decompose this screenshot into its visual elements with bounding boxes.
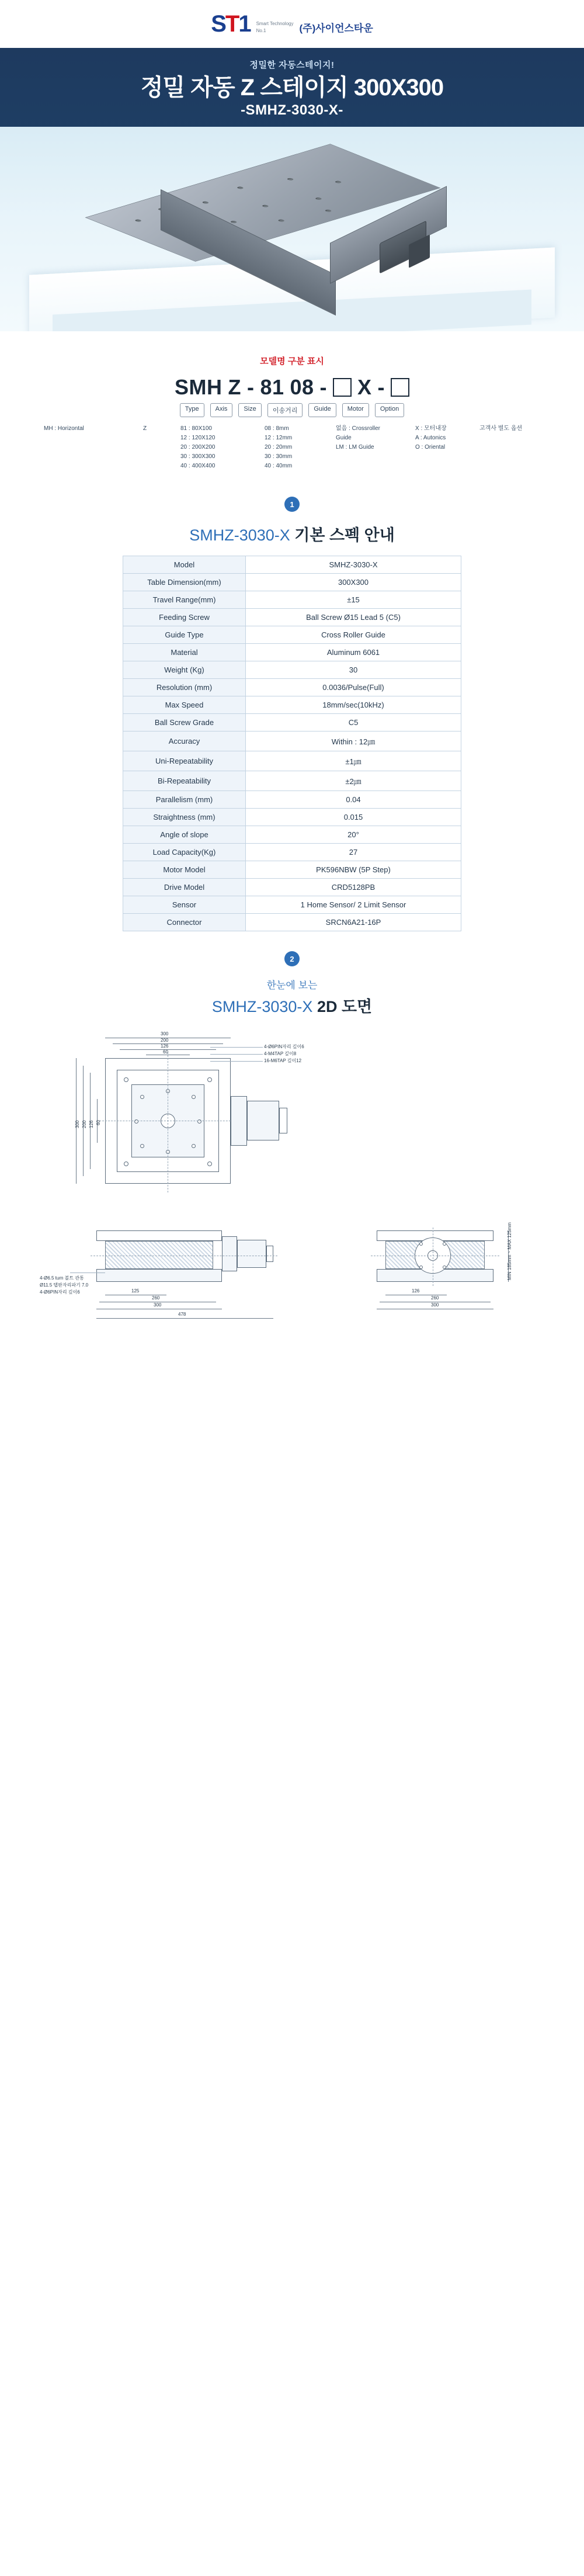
spec-key: Angle of slope xyxy=(123,826,246,844)
code-token-option-box xyxy=(391,378,409,397)
table-row xyxy=(123,879,461,896)
table-row xyxy=(123,751,461,771)
top-view-motor xyxy=(247,1101,279,1140)
logo-sub-line2: No.1 xyxy=(256,28,266,34)
spec-key: Drive Model xyxy=(123,879,246,896)
spec-value: 0.015 xyxy=(246,809,461,826)
top-view-hole xyxy=(207,1162,212,1166)
top-view-hole xyxy=(207,1077,212,1082)
desc-size-l1: 81 : 80X100 xyxy=(180,425,212,432)
spec-key: Bi-Repeatability xyxy=(123,771,246,791)
top-view-hole xyxy=(192,1095,196,1099)
leader-line-2 xyxy=(210,1054,263,1055)
dim-label-260: 260 xyxy=(152,1295,160,1301)
desc-guide xyxy=(336,424,400,471)
desc-axis-l1: Z xyxy=(142,425,147,432)
hero-eyebrow: 정밀한 자동스테이지! xyxy=(249,60,335,70)
spec-key: Guide Type xyxy=(123,626,246,644)
side-view-bolt xyxy=(443,1266,446,1269)
dim-label-height: MIN 185mm ~ MAX 125mm xyxy=(507,1222,512,1280)
table-row xyxy=(123,861,461,879)
desc-size xyxy=(180,424,249,471)
spec-key: Connector xyxy=(123,914,246,931)
desc-guide-l1: 없음 : Crossroller xyxy=(336,425,380,432)
spec-key: Table Dimension(mm) xyxy=(123,574,246,591)
spec-title-model: SMHZ-3030-X xyxy=(189,526,290,544)
dim-label-60-left: 60 xyxy=(96,1120,101,1125)
side-view-bolt xyxy=(419,1242,423,1246)
desc-motor-l1: X : 모터내장 xyxy=(415,425,447,432)
logo-bar xyxy=(0,0,584,48)
desc-travel-l2: 12 : 12mm xyxy=(265,435,293,441)
front-view-motor xyxy=(237,1240,266,1268)
side-view-bolt xyxy=(419,1266,423,1269)
hero-title: 정밀 자동 Z 스테이지 300X300 xyxy=(140,75,444,100)
desc-size-l3: 20 : 200X200 xyxy=(180,444,215,450)
logo-sub-block xyxy=(256,22,294,36)
bottom-note-3: 4-Ø6PIN자리 깊이6 xyxy=(40,1289,80,1295)
table-row xyxy=(123,809,461,826)
spec-value: 18mm/sec(10kHz) xyxy=(246,696,461,714)
spec-section-title xyxy=(0,522,584,545)
spec-title-suffix: 기본 스펙 안내 xyxy=(294,526,395,544)
dim-label-126-top: 126 xyxy=(161,1043,169,1049)
dim-label-300-left: 300 xyxy=(75,1120,80,1128)
desc-type-l1: MH : Horizontal xyxy=(44,425,84,432)
bottom-spacer xyxy=(35,1353,549,1388)
spec-key: Motor Model xyxy=(123,861,246,879)
spec-key: Resolution (mm) xyxy=(123,679,246,696)
code-token-size: 81 xyxy=(260,375,284,399)
dim-label-200-left: 200 xyxy=(82,1120,87,1128)
drawing-bottom-views xyxy=(35,1207,549,1353)
spec-value: 0.0036/Pulse(Full) xyxy=(246,679,461,696)
dim-label-478: 478 xyxy=(178,1312,186,1317)
top-view-hole xyxy=(124,1162,128,1166)
desc-motor xyxy=(415,424,464,471)
drawing-side-view xyxy=(321,1207,543,1353)
spec-value: ±15 xyxy=(246,591,461,609)
spec-value: Ball Screw Ø15 Lead 5 (C5) xyxy=(246,609,461,626)
spec-key: Parallelism (mm) xyxy=(123,791,246,809)
front-view-motor-cap xyxy=(266,1246,273,1262)
code-token-dash3: - xyxy=(377,375,385,399)
spec-key: Ball Screw Grade xyxy=(123,714,246,731)
dim-line-478 xyxy=(96,1318,273,1319)
logo-sub-line1: Smart Technology xyxy=(256,21,294,27)
dim-label-300-front: 300 xyxy=(154,1302,162,1308)
spec-key: Weight (Kg) xyxy=(123,661,246,679)
desc-type xyxy=(44,424,109,471)
leader-line-3 xyxy=(210,1061,263,1062)
desc-travel-l3: 20 : 20mm xyxy=(265,444,293,450)
desc-travel-l1: 08 : 8mm xyxy=(265,425,289,432)
legend-size: Size xyxy=(238,403,261,417)
desc-option xyxy=(479,424,540,471)
spec-key: Load Capacity(Kg) xyxy=(123,844,246,861)
dim-label-300-top: 300 xyxy=(161,1031,169,1036)
table-row xyxy=(123,574,461,591)
spec-value: Cross Roller Guide xyxy=(246,626,461,644)
code-token-motor: X xyxy=(357,375,372,399)
table-row xyxy=(123,914,461,931)
model-code-row xyxy=(0,375,584,400)
top-note-2: 4-M4TAP 깊이8 xyxy=(264,1051,297,1056)
table-row xyxy=(123,609,461,626)
dim-label-126-left: 126 xyxy=(89,1120,94,1128)
desc-axis xyxy=(124,424,165,471)
spec-key: Travel Range(mm) xyxy=(123,591,246,609)
hero-banner xyxy=(0,48,584,331)
spec-key: Material xyxy=(123,644,246,661)
hero-model: -SMHZ-3030-X- xyxy=(241,102,343,118)
spec-key: Accuracy xyxy=(123,731,246,751)
legend-option: Option xyxy=(375,403,404,417)
front-view-body xyxy=(105,1241,213,1269)
spec-value: Within : 12㎛ xyxy=(246,731,461,751)
spec-value: 1 Home Sensor/ 2 Limit Sensor xyxy=(246,896,461,914)
table-row xyxy=(123,844,461,861)
spec-value: 30 xyxy=(246,661,461,679)
table-row xyxy=(123,791,461,809)
spec-key: Straightness (mm) xyxy=(123,809,246,826)
code-token-travel: 08 xyxy=(290,375,314,399)
code-token-dash1: - xyxy=(246,375,255,399)
desc-guide-l2: Guide xyxy=(336,435,352,441)
desc-size-l5: 40 : 400X400 xyxy=(180,463,215,469)
legend-travel: 이송거리 xyxy=(267,403,303,417)
dim-label-300-side: 300 xyxy=(431,1302,439,1308)
code-token-type: SMH xyxy=(174,375,223,399)
side-view-bolt xyxy=(443,1242,446,1246)
legend-motor: Motor xyxy=(342,403,369,417)
spec-value: 20° xyxy=(246,826,461,844)
dim-label-125: 125 xyxy=(131,1288,140,1294)
top-note-3: 16-M6TAP 깊이12 xyxy=(264,1058,302,1063)
desc-motor-l2: A : Autonics xyxy=(415,435,446,441)
spec-value: ±2㎛ xyxy=(246,771,461,791)
desc-motor-l3: O : Oriental xyxy=(415,444,446,450)
step-badge-1: 1 xyxy=(284,497,300,512)
table-row xyxy=(123,591,461,609)
step-badge-2: 2 xyxy=(284,951,300,966)
desc-guide-l3: LM : LM Guide xyxy=(336,444,374,450)
top-view-hole xyxy=(124,1077,128,1082)
spec-key: Model xyxy=(123,556,246,574)
spec-key: Feeding Screw xyxy=(123,609,246,626)
dim-label-260-side: 260 xyxy=(431,1295,439,1301)
model-code-title: 모델명 구분 표시 xyxy=(260,356,324,366)
table-row xyxy=(123,696,461,714)
drawing-top-view xyxy=(35,1026,549,1201)
table-row xyxy=(123,731,461,751)
stage-illustration xyxy=(105,144,485,308)
drawing-subtitle: 한눈에 보는 xyxy=(266,980,318,991)
desc-travel-l4: 30 : 30mm xyxy=(265,453,293,460)
table-row xyxy=(123,556,461,574)
bottom-note-1: 4-Ø6.5 turn 볼트 관통 xyxy=(40,1275,84,1281)
desc-size-l2: 12 : 120X120 xyxy=(180,435,215,441)
top-view-hole xyxy=(140,1095,144,1099)
company-name: (주)사이언스타운 xyxy=(299,23,373,34)
hero-product-photo xyxy=(0,127,584,331)
top-view-hole xyxy=(192,1144,196,1148)
table-row xyxy=(123,826,461,844)
table-row xyxy=(123,896,461,914)
desc-travel-l5: 40 : 40mm xyxy=(265,463,293,469)
spec-value: SMHZ-3030-X xyxy=(246,556,461,574)
table-row xyxy=(123,661,461,679)
desc-travel xyxy=(265,424,321,471)
top-view-motor-cap xyxy=(279,1108,287,1133)
model-code-legend xyxy=(0,403,584,417)
drawing-title-suffix: 2D 도면 xyxy=(317,998,373,1015)
top-note-1: 4-Ø6PIN자리 깊이6 xyxy=(264,1044,304,1049)
desc-size-l4: 30 : 300X300 xyxy=(180,453,215,460)
bottom-note-2: Ø11.5 탭판자리파기 7.0 xyxy=(40,1282,89,1288)
drawing-title-model: SMHZ-3030-X xyxy=(211,998,313,1015)
drawing-front-view xyxy=(35,1207,310,1353)
legend-guide: Guide xyxy=(308,403,336,417)
dim-label-60-top: 60 xyxy=(163,1049,168,1055)
leader-line-1 xyxy=(210,1047,263,1048)
spec-value: 300X300 xyxy=(246,574,461,591)
legend-type: Type xyxy=(180,403,204,417)
spec-value: ±1㎛ xyxy=(246,751,461,771)
code-token-guide-box xyxy=(333,378,352,397)
table-row xyxy=(123,771,461,791)
dim-label-126-side: 126 xyxy=(412,1288,420,1294)
spec-value: SRCN6A21-16P xyxy=(246,914,461,931)
front-view-coupling xyxy=(222,1236,237,1271)
table-row xyxy=(123,626,461,644)
top-view-coupling xyxy=(231,1096,247,1146)
spec-value: 27 xyxy=(246,844,461,861)
spec-value: Aluminum 6061 xyxy=(246,644,461,661)
drawing-title xyxy=(0,994,584,1017)
legend-axis: Axis xyxy=(210,403,233,417)
spec-value: PK596NBW (5P Step) xyxy=(246,861,461,879)
table-row xyxy=(123,644,461,661)
spec-value: 0.04 xyxy=(246,791,461,809)
brand-logo xyxy=(211,12,373,36)
spec-key: Max Speed xyxy=(123,696,246,714)
spec-table xyxy=(123,556,461,931)
code-token-dash2: - xyxy=(319,375,328,399)
spec-key: Sensor xyxy=(123,896,246,914)
drawing-area xyxy=(35,1026,549,1388)
table-row xyxy=(123,679,461,696)
code-token-axis: Z xyxy=(228,375,241,399)
desc-option-l1: 고객사 별도 옵션 xyxy=(479,425,523,432)
model-code-descriptions xyxy=(0,424,584,471)
spec-value: C5 xyxy=(246,714,461,731)
model-code-section xyxy=(0,355,584,477)
front-view-base xyxy=(96,1269,222,1282)
dim-label-200-top: 200 xyxy=(161,1038,169,1043)
logo-mark: ST1 xyxy=(211,11,251,37)
front-view-top-plate xyxy=(96,1230,222,1241)
table-row xyxy=(123,714,461,731)
spec-value: CRD5128PB xyxy=(246,879,461,896)
spec-key: Uni-Repeatability xyxy=(123,751,246,771)
top-view-hole xyxy=(140,1144,144,1148)
